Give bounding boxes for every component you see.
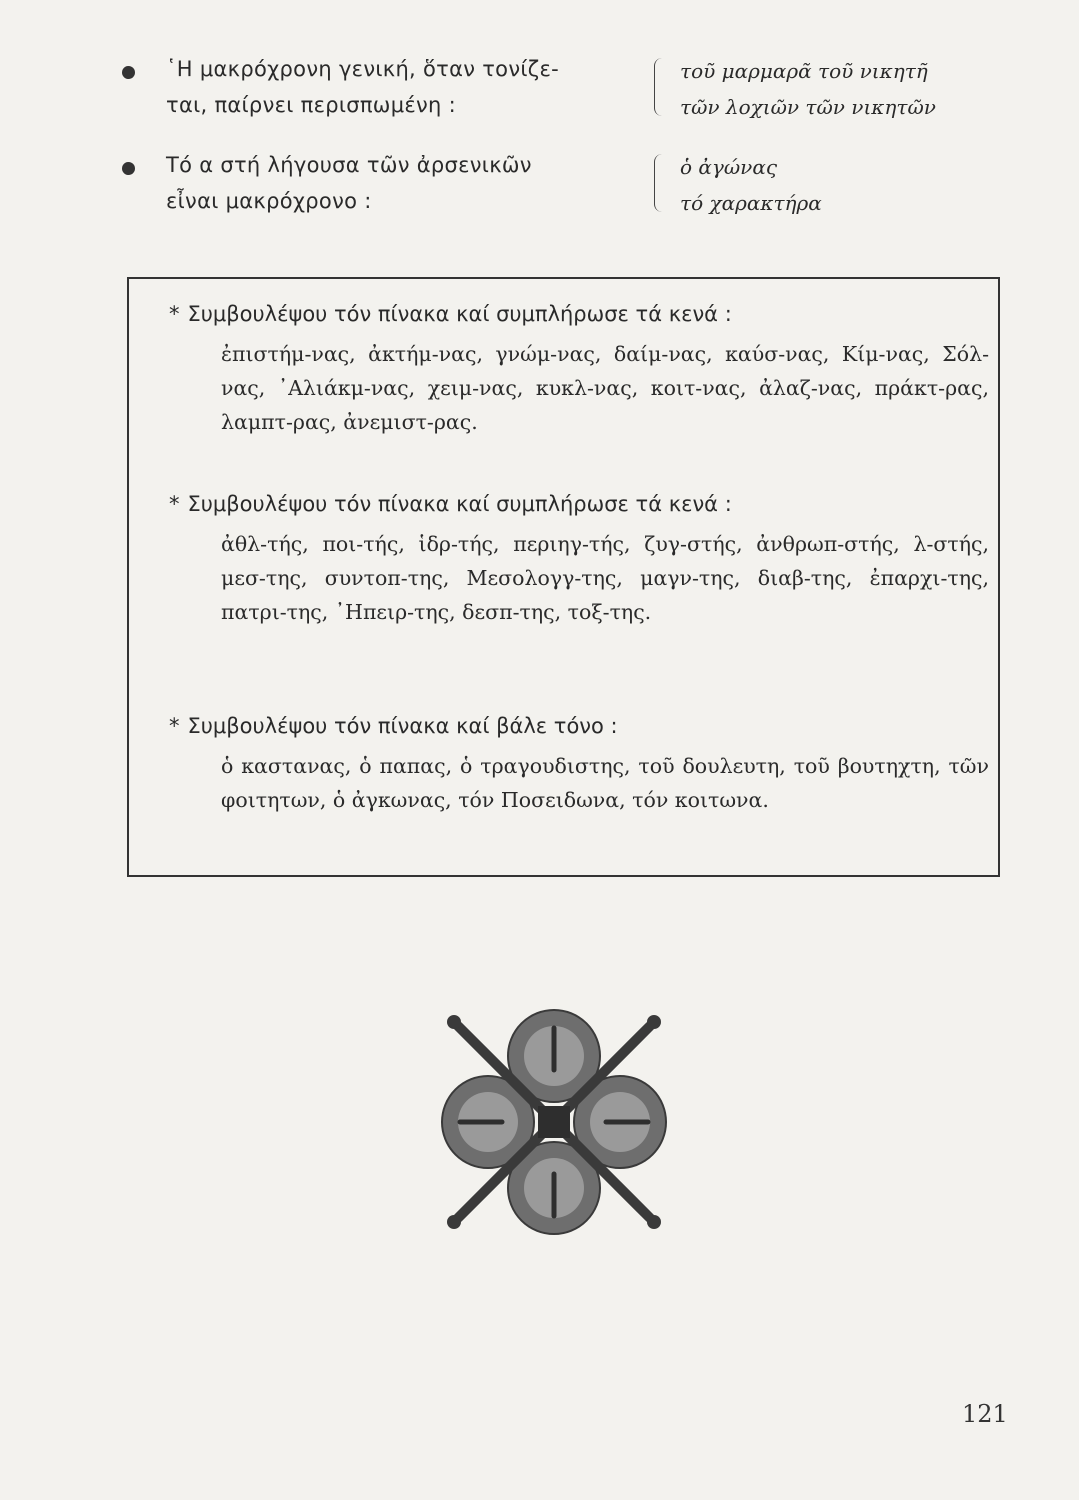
exercise-3 [169, 709, 989, 817]
exercise-box [127, 277, 1000, 877]
bullet-icon [122, 66, 135, 79]
rule-text-line2: εἶναι μακρόχρονο : [166, 189, 372, 213]
bullet-icon [122, 162, 135, 175]
rule-text-line2: ται, παίρνει περισπωμένη : [166, 93, 456, 117]
instruction-text: Συμβουλέψου τόν πίνακα καί συμπλήρωσε τά κενά : [187, 302, 732, 326]
rule-example: τοῦ μαρμαρᾶ τοῦ νικητῆ [680, 59, 928, 83]
page-number: 121 [962, 1400, 1008, 1428]
rule-example: τό χαρακτήρα [680, 191, 822, 215]
exercise-instruction [169, 297, 989, 331]
rule-text-line1: Τό α στή λήγουσα τῶν ἀρσενικῶν [166, 153, 532, 177]
exercise-words: ὁ καστανας, ὁ παπας, ὁ τραγουδιστης, τοῦ δουλευτη, τοῦ βουτηχτη, τῶν φοιτητων, ὁ ἀγκωνας, τόν Ποσειδωνα, τόν κοιτωνα. [221, 754, 989, 812]
exercise-instruction [169, 709, 989, 743]
star-icon: * [169, 714, 180, 738]
instruction-text: Συμβουλέψου τόν πίνακα καί βάλε τόνο : [187, 714, 618, 738]
instruction-text: Συμβουλέψου τόν πίνακα καί συμπλήρωσε τά κενά : [187, 492, 732, 516]
brace-icon [654, 58, 665, 116]
brace-icon [654, 154, 665, 212]
floral-ornament-icon [440, 1008, 668, 1236]
exercise-words: ἐπιστήμ-νας, ἀκτήμ-νας, γνώμ-νας, δαίμ-νας, καύσ-νας, Κίμ-νας, Σόλ-νας, ᾿Αλιάκμ-νας, χειμ-νας, κυκλ-νας, κοιτ-νας, ἀλαζ-νας, πράκτ-ρας, λαμπτ-ρας, ἀνεμιστ-ρας. [221, 342, 989, 434]
rule-text-line1: ῾Η μακρόχρονη γενική, ὅταν τονίζε- [166, 57, 560, 81]
exercise-words: ἀθλ-τής, ποι-τής, ἱδρ-τής, περιηγ-τής, ζυγ-στής, ἀνθρωπ-στής, λ-στής, μεσ-της, συντοπ-της, Μεσολογγ-της, μαγν-της, διαβ-της, ἐπαρχι-της, πατρι-της, ᾿Ηπειρ-της, δεσπ-της, τοξ-της. [221, 532, 989, 624]
exercise-instruction [169, 487, 989, 521]
exercise-2 [169, 487, 989, 629]
exercise-1 [169, 297, 989, 439]
star-icon: * [169, 302, 180, 326]
rule-example: ὁ ἀγώνας [680, 155, 778, 179]
rule-example: τῶν λοχιῶν τῶν νικητῶν [680, 95, 936, 119]
rule-block-alpha [122, 148, 1002, 220]
rule-block-genitive [122, 52, 1002, 124]
star-icon: * [169, 492, 180, 516]
